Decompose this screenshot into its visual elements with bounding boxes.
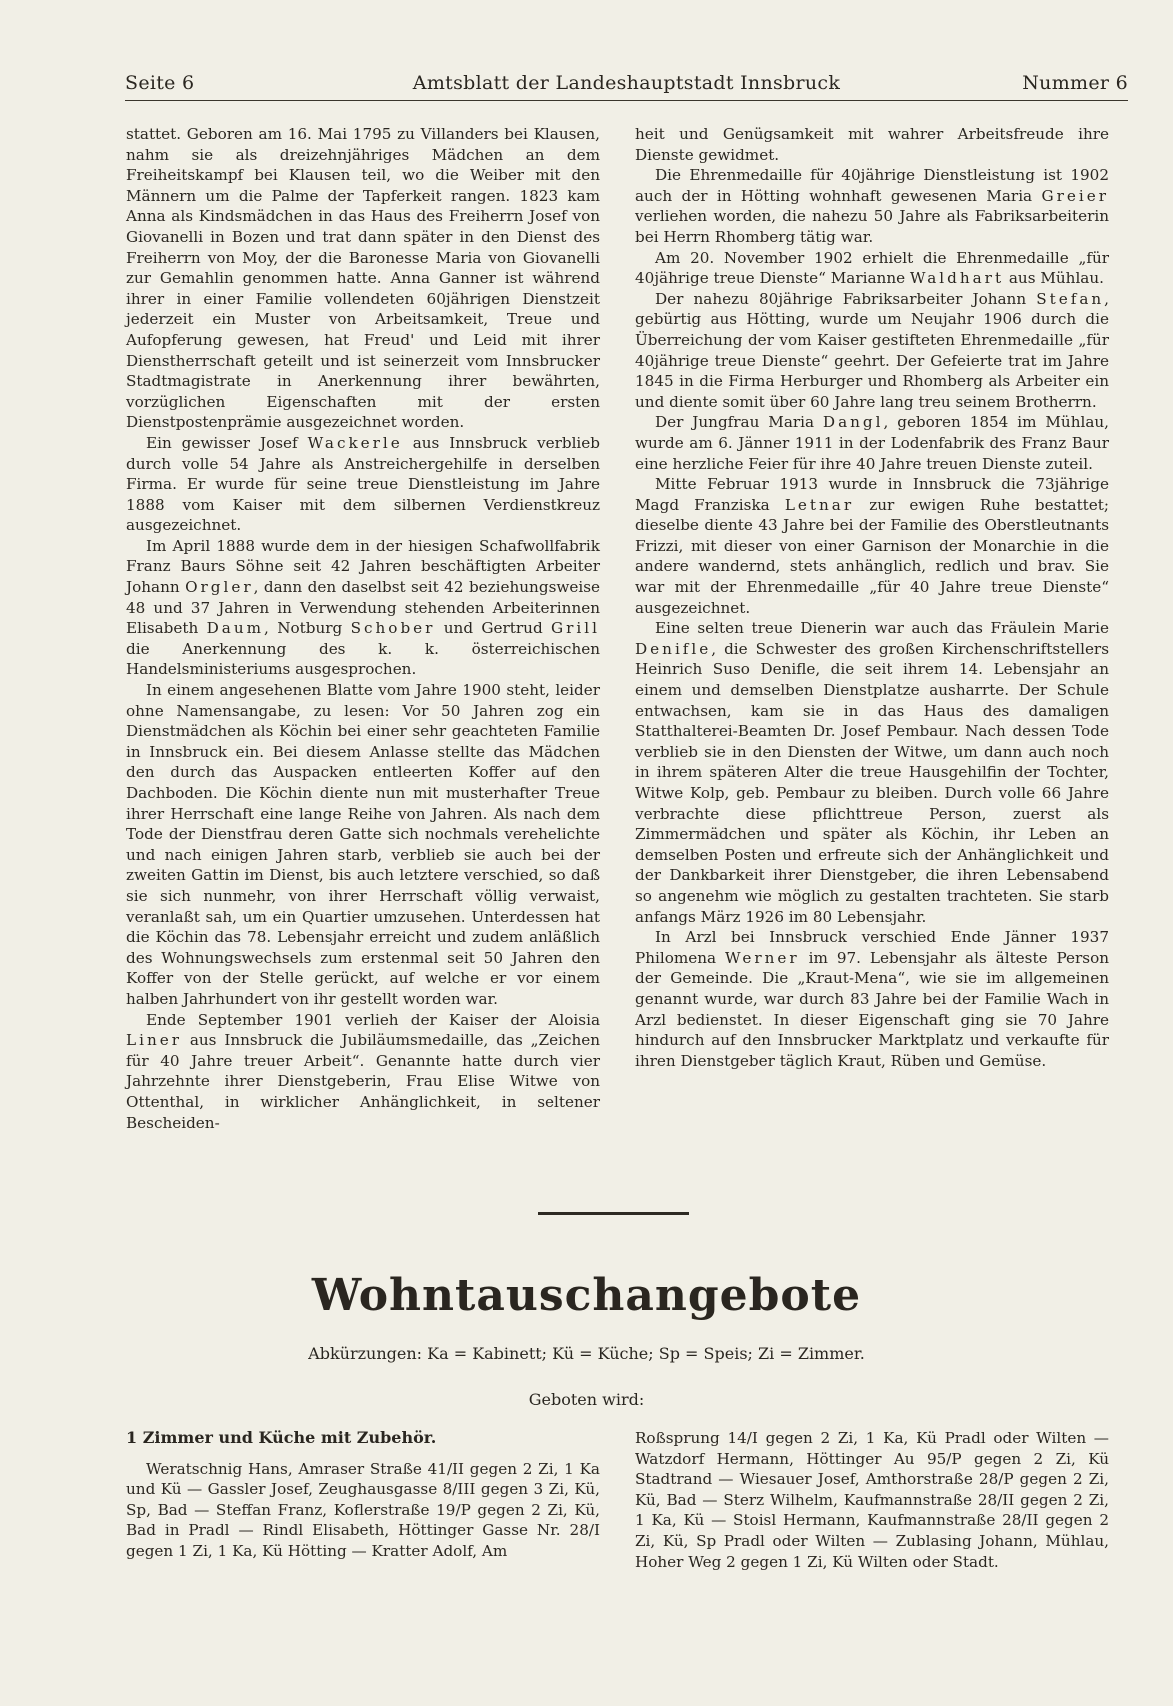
paragraph-wackerle: Ein gewisser Josef Wackerle aus Innsbruck verblieb durch volle 54 Jahre als Anstreichergehilfe in derselben Firma. Er wurde für seine treue Dienstleistung im Jahre 1888 vom Kaiser mit dem silbernen Verdienstkreuz ausgezeichnet. (126, 433, 601, 535)
person-name: Denifle (635, 639, 712, 658)
person-name: Dangl (822, 413, 884, 432)
person-name: Liner (126, 1031, 182, 1050)
listing-subheading: 1 Zimmer und Küche mit Zubehör. (126, 1428, 437, 1447)
offered-label: Geboten wird: (528, 1390, 645, 1409)
abbreviations-legend: Abkürzungen: Ka = Kabinett; Kü = Küche; Sp = Speis; Zi = Zimmer. (308, 1344, 865, 1363)
paragraph-greier: Die Ehrenmedaille für 40jährige Dienstleistung ist 1902 auch der in Hötting wohnhaft gewesenen Maria Greier verliehen worden, die nahezu 50 Jahre als Fabriksarbeiterin bei Herrn Rhomberg tätig war. (635, 166, 1109, 246)
right-column (635, 124, 1109, 1071)
paragraph-waldhart: Am 20. November 1902 erhielt die Ehrenmedaille „für 40jährige treue Dienste“ Marianne Waldhart aus Mühlau. (635, 248, 1109, 288)
page-header (125, 68, 1128, 101)
person-name: Stefan (1036, 289, 1105, 308)
paragraph-denifle: Eine selten treue Dienerin war auch das Fräulein Marie Denifle, die Schwester des großen Kirchenschriftstellers Heinrich Suso Denifle, die seit ihrem 14. Lebensjahr an einem und demselben Dienstplatze ausharrte. Der Schule entwachsen, kam sie in das Haus des damaligen Statthalterei-Beamten Dr. Josef Pembaur. Nach dessen Tode verblieb sie in den Diensten der Witwe, um dann auch noch in ihrem späteren Alter die treue Hausgehilfin der Tochter, Witwe Kolp, geb. Pembaur zu bleiben. Durch volle 66 Jahre verbrachte diese pflichttreue Person, zuerst als Zimmermädchen und später als Köchin, ihr Leben an demselben Posten und erfreute sich der Anhänglichkeit und der Dankbarkeit ihrer Dienstgeber, die ihren Lebensabend so angenehm wie möglich zu gestalten trachteten. Sie starb anfangs März 1926 im 80 Lebensjahr. (635, 619, 1109, 926)
paragraph-orgler: Im April 1888 wurde dem in der hiesigen Schafwollfabrik Franz Baurs Söhne seit 42 Jahren beschäftigten Arbeiter Johann Orgler, dann den daselbst seit 42 beziehungsweise 48 und 37 Jahren in Verwendung stehenden Arbeiterinnen Elisabeth Daum, Notburg Schober und Gertrud Grill die Anerkennung des k. k. österreichischen Handelsministeriums ausgesprochen. (126, 536, 600, 679)
paragraph-liner-continued: heit und Genügsamkeit mit wahrer Arbeitsfreude ihre Dienste gewidmet. (635, 125, 1109, 164)
listing-column-left (126, 1428, 600, 1562)
paragraph-koechin: In einem angesehenen Blatte vom Jahre 1900 steht, leider ohne Namensangabe, zu lesen: Vor 50 Jahren zog ein Dienstmädchen als Köchin bei einer sehr geachteten Familie in Innsbruck ein. Bei diesem Anlasse stellte das Mädchen den durch das Auspacken entleerten Koffer auf den Dachboden. Die Köchin diente nun mit musterhafter Treue ihrer Herrschaft eine lange Reihe von Jahren. Als nach dem Tode der Dienstfrau deren Gatte sich nochmals verehelichte und nach einigen Jahren starb, verblieb sie auch bei der zweiten Gattin im Dienst, bis auch letztere verschied, so daß sie sich nunmehr, von ihrer Herrschaft völlig verwaist, veranlaßt sah, um ein Quartier umzusehen. Unterdessen hat die Köchin das 78. Lebensjahr erreicht und zudem anläßlich des Wohnungswechsels zum erstenmal seit 50 Jahren den Koffer von der Stelle gerückt, auf welche er vor einem halben Jahrhundert von ihr gestellt worden war. (126, 681, 600, 1008)
person-name: Letnar (784, 495, 855, 514)
header-page-label: Seite 6 (125, 72, 195, 94)
left-column (126, 124, 600, 1133)
header-issue-number: Nummer 6 (1022, 72, 1128, 94)
person-name: Daum (206, 619, 265, 638)
listing-entries-continued: Roßsprung 14/I gegen 2 Zi, 1 Ka, Kü Pradl oder Wilten — Watzdorf Hermann, Höttinger Au 95/P gegen 2 Zi, Kü Stadtrand — Wiesauer Josef, Amthorstraße 28/P gegen 2 Zi, Kü, Bad — Sterz Wilhelm, Kaufmannstraße 28/II gegen 2 Zi, 1 Ka, Kü — Stoisl Hermann, Kaufmannstraße 28/II gegen 2 Zi, Kü, Sp Pradl oder Wilten — Zublasing Johann, Mühlau, Hoher Weg 2 gegen 1 Zi, Kü Wilten oder Stadt. (635, 1429, 1109, 1571)
listing-entries: Weratschnig Hans, Amraser Straße 41/II gegen 2 Zi, 1 Ka und Kü — Gassler Josef, Zeughausgasse 8/III gegen 3 Zi, Kü, Sp, Bad — Steffan Franz, Koflerstraße 19/P gegen 2 Zi, Kü, Bad in Pradl — Rindl Elisabeth, Höttinger Gasse Nr. 28/I gegen 1 Zi, 1 Ka, Kü Hötting — Kratter Adolf, Am (126, 1459, 600, 1560)
paragraph-letnar: Mitte Februar 1913 wurde in Innsbruck die 73jährige Magd Franziska Letnar zur ewigen Ruhe bestattet; dieselbe diente 43 Jahre bei der Familie des Oberstleutnants Frizzi, mit dieser von einer Garnison der Monarchie in die andere wandernd, stets anhänglich, redlich und brav. Sie war mit der Ehrenmedaille „für 40 Jahre treue Dienste“ ausgezeichnet. (635, 475, 1109, 617)
person-name: Greier (1041, 186, 1109, 205)
paragraph-werner: In Arzl bei Innsbruck verschied Ende Jänner 1937 Philomena Werner im 97. Lebensjahr als älteste Person der Gemeinde. Die „Kraut-Mena“, wie sie im allgemeinen genannt wurde, war durch 83 Jahre bei der Familie Wach in Arzl bedienstet. In dieser Eigenschaft ging sie 70 Jahre hindurch auf den Innsbrucker Marktplatz und verkaufte für ihren Dienstgeber täglich Kraut, Rüben und Gemüse. (635, 928, 1109, 1070)
section-divider (538, 1212, 689, 1215)
paragraph-ganner: stattet. Geboren am 16. Mai 1795 zu Villanders bei Klausen, nahm sie als dreizehnjähriges Mädchen an dem Freiheitskampf bei Klausen teil, wo die Weiber mit den Männern um die Palme der Tapferkeit rangen. 1823 kam Anna als Kindsmädchen in das Haus des Freiherrn Josef von Giovanelli in Bozen und trat dann später in den Dienst des Freiherrn von Moy, der die Baronesse Maria von Giovanelli zur Gemahlin genommen hatte. Anna Ganner ist während ihrer in einer Familie vollendeten 60jährigen Dienstzeit jederzeit ein Muster von Arbeitsamkeit, Treue und Aufopferung gewesen, hat Freud' und Leid mit ihrer Dienstherrschaft geteilt und ist seinerzeit vom Innsbrucker Stadtmagistrate in Anerkennung ihrer bewährten, vorzüglichen Eigenschaften mit der ersten Dienstpostenprämie ausgezeichnet worden. (126, 125, 600, 432)
paragraph-liner: Ende September 1901 verlieh der Kaiser der Aloisia Liner aus Innsbruck die Jubiläumsmedaille, das „Zeichen für 40 Jahre treuer Arbeit“. Genannte hatte durch vier Jahrzehnte ihrer Dienstgeberin, Frau Elise Witwe von Ottenthal, in wirklicher Anhänglichkeit, in seltener Bescheiden- (126, 1010, 600, 1132)
section-title: Wohntauschangebote (311, 1270, 862, 1321)
person-name: Werner (725, 948, 800, 967)
person-name: Waldhart (909, 269, 1005, 288)
person-name: Grill (551, 619, 600, 638)
person-name: Schober (350, 619, 436, 638)
paragraph-stefan: Der nahezu 80jährige Fabriksarbeiter Johann Stefan, gebürtig aus Hötting, wurde um Neujahr 1906 durch die Überreichung der vom Kaiser gestifteten Ehrenmedaille „für 40jährige treue Dienste“ geehrt. Der Gefeierte trat im Jahre 1845 in die Firma Herburger und Rhomberg als Arbeiter ein und diente somit über 60 Jahre lang treu seinem Brotherrn. (635, 289, 1109, 411)
paragraph-dangl: Der Jungfrau Maria Dangl, geboren 1854 im Mühlau, wurde am 6. Jänner 1911 in der Lodenfabrik des Franz Baur eine herzliche Feier für ihre 40 Jahre treuen Dienste zuteil. (635, 413, 1109, 473)
listing-column-right (635, 1428, 1109, 1572)
person-name: Orgler (185, 578, 254, 597)
header-publication-title: Amtsblatt der Landeshauptstadt Innsbruck (412, 72, 841, 94)
person-name: Wackerle (307, 433, 403, 452)
